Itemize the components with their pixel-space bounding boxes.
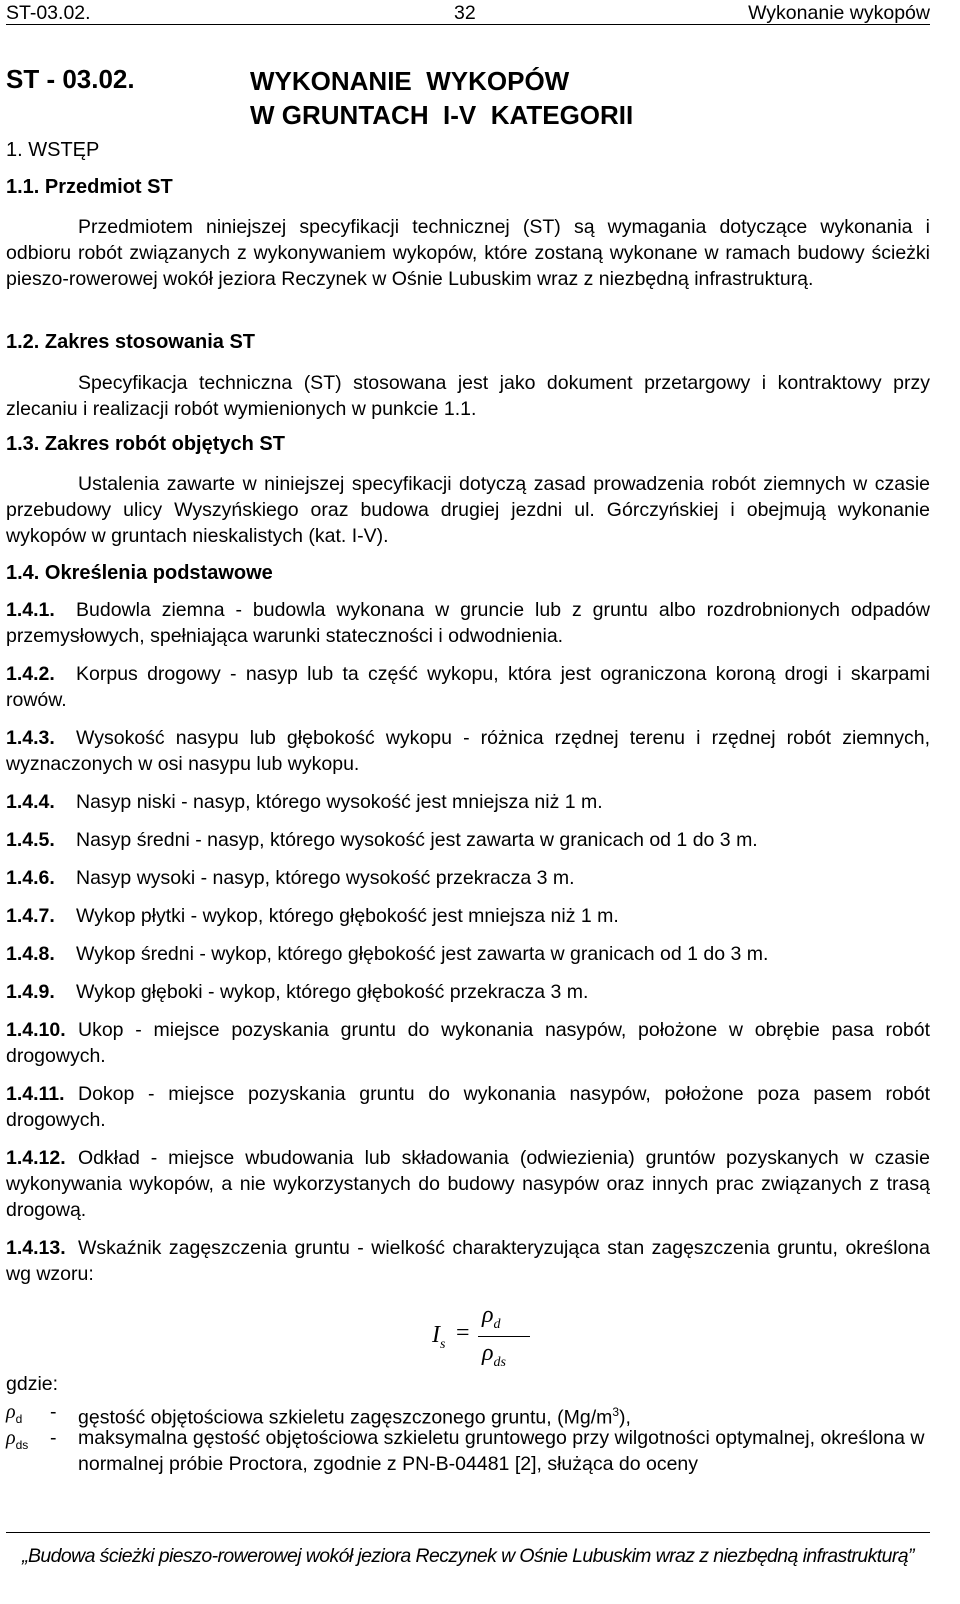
legend-description: maksymalna gęstość objętościowa szkieletu gruntowego przy wilgotności optymalnej, określona w normalnej próbie Proctora, zgodnie z PN-B-04481 [2], służąca do oceny [78,1427,925,1475]
definition-1-4-2 [6,661,930,713]
legend-dash: - [50,1401,57,1423]
formula-lhs-subscript: s [440,1336,446,1352]
definition-text: Wykop płytki - wykop, którego głębokość jest mniejsza niż 1 m. [76,905,619,927]
definition-number: 1.4.6. [6,867,55,889]
paragraph-1-2 [6,370,930,422]
subsection-heading-1-2: 1.2. Zakres stosowania ST [6,331,255,353]
paragraph-1-3-text: Ustalenia zawarte w niniejszej specyfikacji dotyczą zasad prowadzenia robót ziemnych w czasie przebudowy ulicy Wyszyńskiego oraz budowa drugiej jezdni ul. Górczyńskiej i obejmują wykonanie wykopów w gruntach nieskalistych (kat. I-V). [6,473,930,547]
subsection-heading-1-1: 1.1. Przedmiot ST [6,176,173,198]
rho-symbol: ρ [6,1427,16,1449]
definition-number: 1.4.2. [6,663,55,685]
definition-text: Wykop głęboki - wykop, którego głębokość przekracza 3 m. [76,981,589,1003]
paragraph-1-1-text: Przedmiotem niniejszej specyfikacji technicznej (ST) są wymagania dotyczące wykonania i odbioru robót związanych z wykonywaniem wykopów, które zostaną wykonane w ramach budowy ścieżki pieszo-rowerowej wokół jeziora Reczynek w Ośnie Lubuskim wraz z niezbędną infrastrukturą. [6,216,930,290]
header-section-title: Wykonanie wykopów [748,2,930,24]
rho-symbol: ρ [6,1401,16,1423]
definition-number: 1.4.7. [6,905,55,927]
unit-superscript: 3 [612,1405,620,1419]
document-title-line1: WYKONANIE WYKOPÓW [250,66,570,96]
formula-numerator [482,1302,501,1333]
definition-1-4-9 [6,979,930,1005]
legend-heading [6,1371,930,1397]
definition-text: Wysokość nasypu lub głębokość wykopu - różnica rzędnej terenu i rzędnej robót ziemnych, wyznaczonych w osi nasypu lub wykopu. [6,727,930,775]
definition-1-4-1 [6,597,930,649]
definition-text: Nasyp średni - nasyp, którego wysokość jest zawarta w granicach od 1 do 3 m. [76,829,758,851]
definition-1-4-12 [6,1145,930,1223]
document-title [250,64,633,132]
definition-text: Nasyp wysoki - nasyp, którego wysokość przekracza 3 m. [76,867,575,889]
definition-number: 1.4.10. [6,1019,66,1041]
formula-denominator-subscript: ds [493,1354,506,1370]
definition-text: Wskaźnik zagęszczenia gruntu - wielkość charakteryzująca stan zagęszczenia gruntu, określona wg wzoru: [6,1237,930,1285]
definition-1-4-10 [6,1017,930,1069]
footer-project-title: „Budowa ścieżki pieszo-rowerowej wokół jeziora Reczynek w Ośnie Lubuskim wraz z niezbędną infrastrukturą” [22,1545,914,1567]
symbol-subscript: d [15,1411,23,1426]
definition-text: Ukop - miejsce pozyskania gruntu do wykonania nasypów, położone w obrębie pasa robót drogowych. [6,1019,930,1067]
legend-heading-text: gdzie: [6,1373,59,1395]
definition-number: 1.4.1. [6,599,55,621]
definition-1-4-7 [6,903,930,929]
header-spec-code: ST-03.02. [6,2,91,24]
legend-description-text: gęstość objętościowa szkieletu zagęszczonego gruntu, (Mg/m [78,1406,613,1429]
formula-lhs [432,1322,445,1353]
paragraph-1-3 [6,471,930,549]
formula-numerator-subscript: d [493,1316,501,1332]
definition-text: Wykop średni - wykop, którego głębokość jest zawarta w granicach od 1 do 3 m. [76,943,769,965]
definition-number: 1.4.9. [6,981,55,1003]
definition-text: Odkład - miejsce wbudowania lub składowania (odwiezienia) gruntów pozyskanych w czasie wykonywania wykopów, a nie wykorzystanych do budowy nasypów oraz innych prac związanych z trasą drogową. [6,1147,930,1221]
definition-text: Dokop - miejsce pozyskania gruntu do wykonania nasypów, położone poza pasem robót drogowych. [6,1083,930,1131]
legend-dash: - [50,1427,57,1449]
definition-number: 1.4.11. [6,1083,65,1105]
definition-1-4-11 [6,1081,930,1133]
document-title-line2: W GRUNTACH I-V KATEGORII [250,100,634,130]
definition-1-4-13 [6,1235,930,1287]
definition-number: 1.4.5. [6,829,55,851]
definition-1-4-3 [6,725,930,777]
section-heading-wstep: 1. WSTĘP [6,139,100,161]
formula-denominator [482,1340,506,1371]
legend-symbol [6,1425,28,1458]
definition-1-4-8 [6,941,930,967]
definition-number: 1.4.3. [6,727,55,749]
definition-1-4-5 [6,827,930,853]
compaction-index-formula [424,1302,564,1374]
definition-1-4-4 [6,789,930,815]
formula-equals: = [456,1320,470,1346]
document-code: ST - 03.02. [6,64,135,94]
definition-1-4-6 [6,865,930,891]
formula-denominator-symbol: ρ [482,1340,494,1366]
definition-number: 1.4.12. [6,1147,66,1169]
header-page-number: 32 [454,2,476,24]
definition-text: Korpus drogowy - nasyp lub ta część wykopu, która jest ograniczona koroną drogi i skarpami rowów. [6,663,930,711]
subsection-heading-1-3: 1.3. Zakres robót objętych ST [6,433,285,455]
formula-fraction-bar [478,1336,530,1337]
definition-number: 1.4.13. [6,1237,66,1259]
subsection-heading-1-4: 1.4. Określenia podstawowe [6,562,273,584]
definition-number: 1.4.4. [6,791,55,813]
formula-numerator-symbol: ρ [482,1302,494,1328]
paragraph-1-2-text: Specyfikacja techniczna (ST) stosowana jest jako dokument przetargowy i kontraktowy przy zlecaniu i realizacji robót wymienionych w punkcie 1.1. [6,372,930,420]
page-header [6,0,930,25]
legend-description-tail: ), [619,1406,631,1429]
paragraph-1-1 [6,214,930,292]
definition-text: Nasyp niski - nasyp, którego wysokość jest mniejsza niż 1 m. [76,791,603,813]
page-footer [6,1532,930,1567]
formula-lhs-symbol: I [432,1322,440,1348]
definition-number: 1.4.8. [6,943,55,965]
symbol-subscript: ds [15,1437,29,1452]
definition-text: Budowla ziemna - budowla wykonana w gruncie lub z gruntu albo rozdrobnionych odpadów przemysłowych, spełniająca warunki stateczności i odwodnienia. [6,599,930,647]
